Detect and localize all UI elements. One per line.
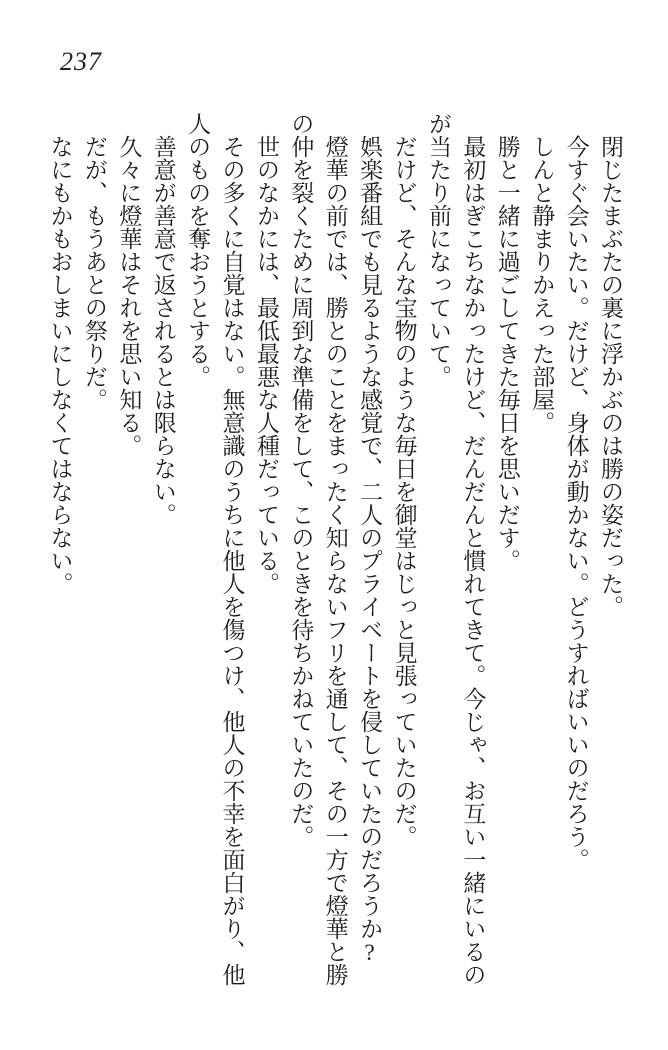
paragraph: 世のなかには、最低最悪な人種だっている。 — [253, 135, 279, 595]
paragraph: 久々に燈華はそれを思い知る。 — [116, 135, 142, 457]
page-number: 237 — [60, 47, 102, 76]
paragraph: なにもかもおしまいにしなくてはならない。 — [47, 135, 73, 595]
paragraph: 勝と一緒に過ごしてきた毎日を思いだす。 — [494, 135, 520, 572]
paragraph: だけど、そんな宝物のような毎日を御堂はじっと見張っていたのだ。 — [391, 135, 417, 848]
paragraph: 善意が善意で返されるとは限らない。 — [150, 135, 176, 526]
paragraph: 今すぐ会いたい。だけど、身体が動かない。どうすればいいのだろう。 — [563, 135, 589, 871]
paragraph: その多くに自覚はない。無意識のうちに他人を傷つけ、他人の不幸を面白がり、他人のものを奪おうとする。 — [185, 112, 245, 986]
paragraph: 娯楽番組でも見るような感覚で、二人のプライベートを侵していたのだろうか? — [357, 135, 383, 965]
paragraph: 燈華の前では、勝とのことをまったく知らないフリを通して、その一方で燈華と勝の仲を裂くために周到な準備をして、このときを待ちかねていたのだ。 — [288, 112, 348, 986]
paragraph: 最初はぎこちなかったけど、だんだんと慣れてきて。今じゃ、お互い一緒にいるのが当たり前になっていて。 — [425, 112, 486, 986]
body-text — [42, 112, 627, 992]
paragraph: だが、もうあとの祭りだ。 — [81, 135, 107, 411]
paragraph: 閉じたまぶたの裏に浮かぶのは勝の姿だった。 — [598, 135, 623, 618]
paragraph: しんと静まりかえった部屋。 — [529, 135, 555, 434]
